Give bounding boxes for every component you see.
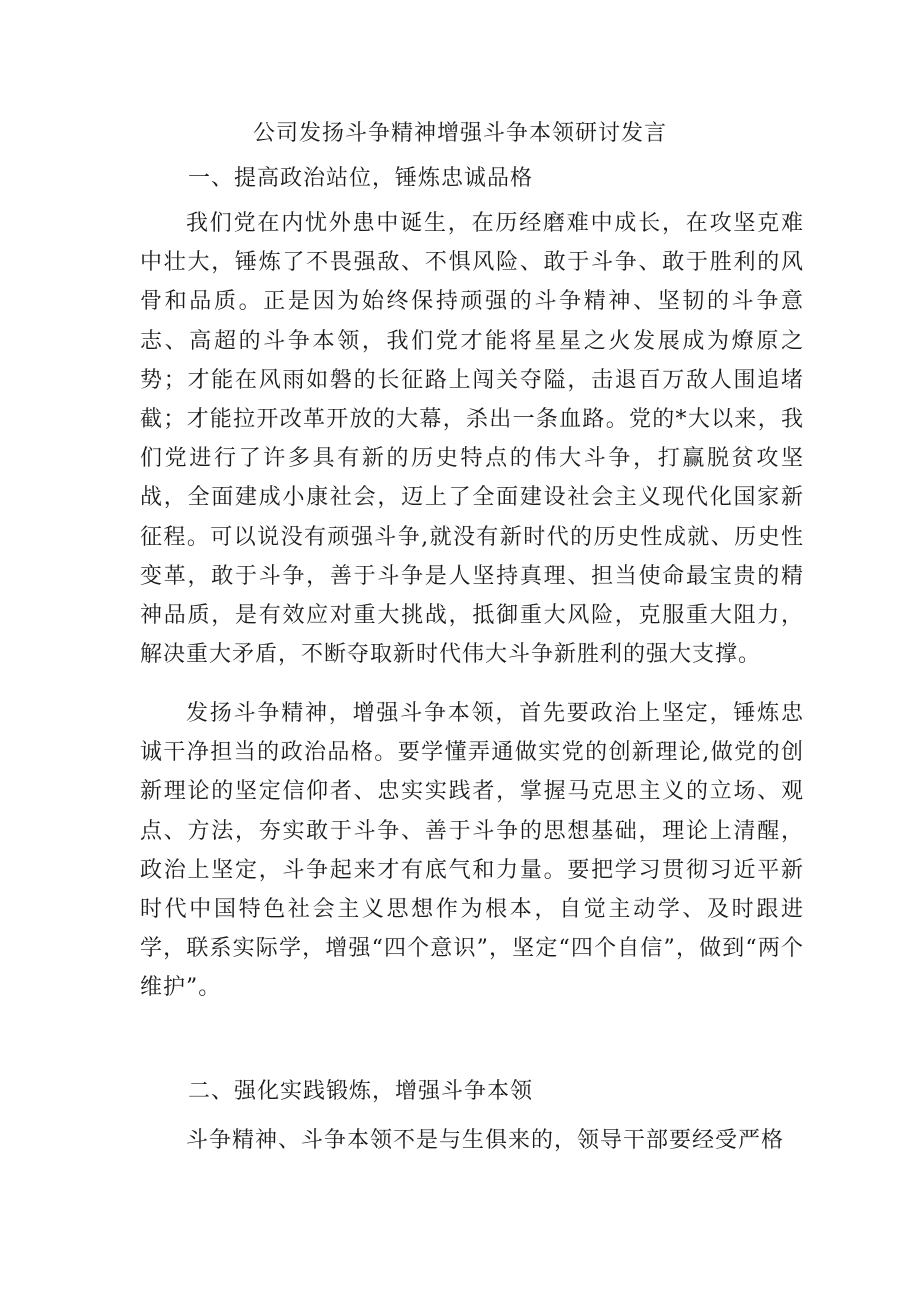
section-1-paragraph-1: 我们党在内忧外患中诞生，在历经磨难中成长，在攻坚克难中壮大，锤炼了不畏强敌、不惧风险、敢于斗争、敢于胜利的风骨和品质。正是因为始终保持顽强的斗争精神、坚韧的斗争意志、高超的斗争本领，我们党才能将星星之火发展成为燎原之势；才能在风雨如磐的长征路上闯关夺隘，击退百万敌人围追堵截；才能拉开改革开放的大幕，杀出一条血路。党的*大以来，我们党进行了许多具有新的历史特点的伟大斗争，打赢脱贫攻坚战，全面建成小康社会，迈上了全面建设社会主义现代化国家新征程。可以说没有顽强斗争,就没有新时代的历史性成就、历史性变革，敢于斗争，善于斗争是人坚持真理、担当使命最宝贵的精神品质，是有效应对重大挑战，抵御重大风险，克服重大阻力，解决重大矛盾，不断夺取新时代伟大斗争新胜利的强大支撑。	[140, 211, 804, 668]
section-heading-2: 二、强化实践锻炼，增强斗争本领	[188, 1079, 534, 1104]
section-1-paragraph-2: 发扬斗争精神，增强斗争本领，首先要政治上坚定，锤炼忠诚干净担当的政治品格。要学懂弄通做实党的创新理论,做党的创新理论的坚定信仰者、忠实实践者，掌握马克思主义的立场、观点、方法，夯实敢于斗争、善于斗争的思想基础，理论上清醒，政治上坚定，斗争起来才有底气和力量。要把学习贯彻习近平新时代中国特色社会主义思想作为根本，自觉主动学、及时跟进学，联系实际学，增强“四个意识”，坚定“四个自信”，做到“两个维护”。	[140, 701, 804, 1001]
section-heading-1: 一、提高政治站位，锤炼忠诚品格	[188, 166, 534, 191]
document-title: 公司发扬斗争精神增强斗争本领研讨发言	[252, 121, 667, 146]
section-2-paragraph-1: 斗争精神、斗争本领不是与生俱来的，领导干部要经受严格	[186, 1128, 785, 1153]
